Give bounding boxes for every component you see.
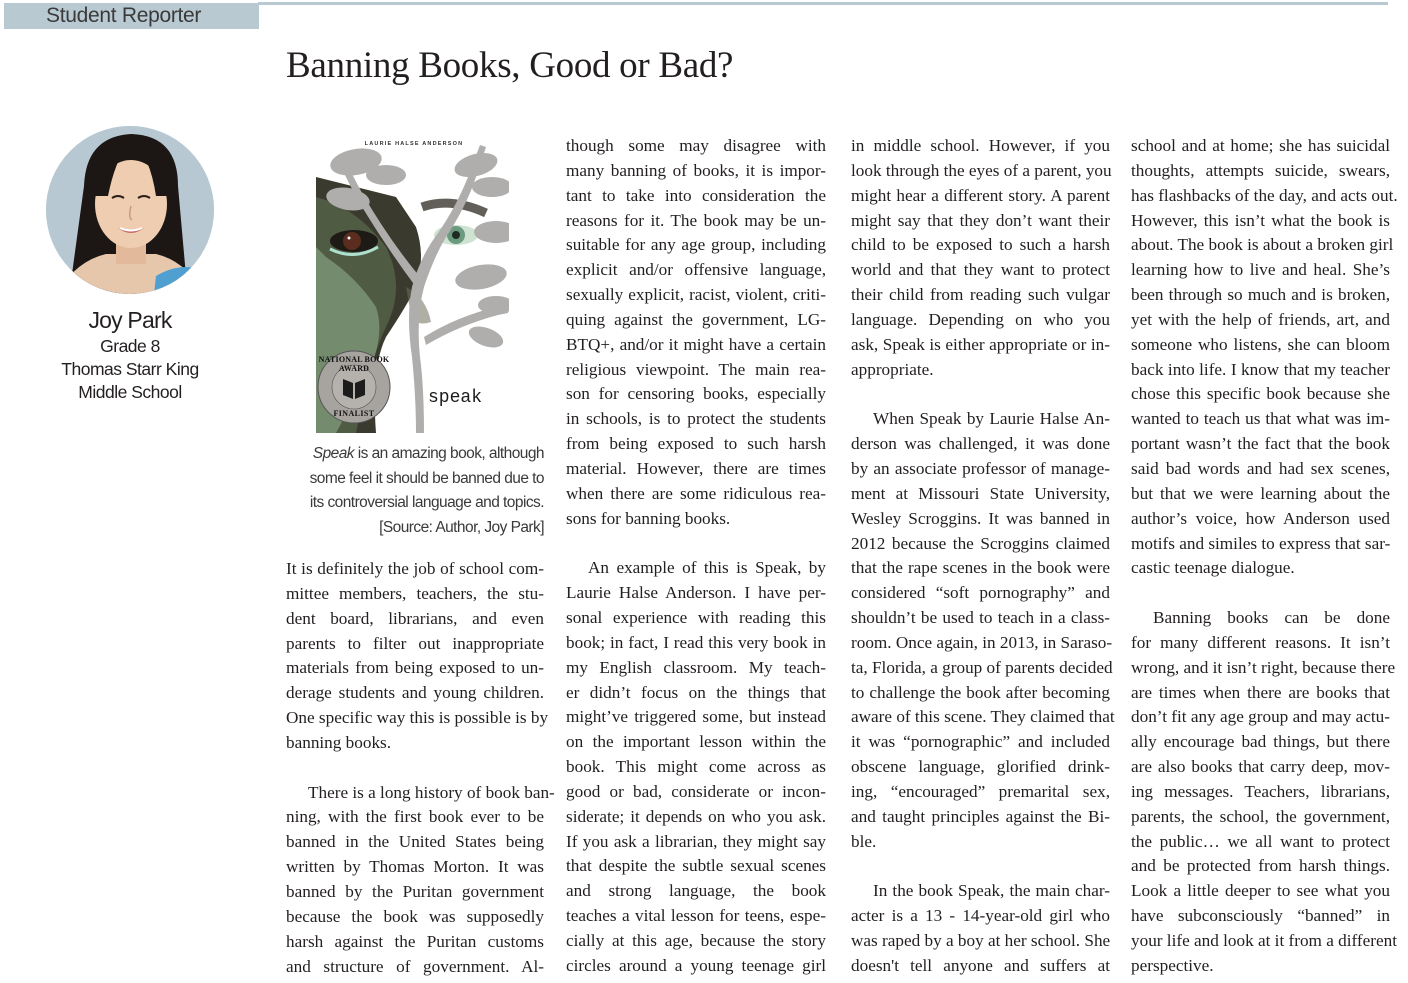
article-line: circles around a young teenage girl [566,955,826,975]
article-line: though some may disagree with [566,136,826,155]
article-line: might say that they don’t want their [851,210,1110,230]
article-line: mittee members, teachers, the stu- [286,583,544,603]
article-line: language. Depending on who you [851,309,1110,329]
article-line: acter is a 13 - 14-year-old girl who [851,906,1110,926]
article-line: from being exposed to such harsh [566,434,826,454]
caption-source: [Source: Author, Joy Park] [379,518,544,536]
article-line: their child from reading such vulgar [851,285,1110,305]
article-line: derson was challenged, it was done [851,434,1110,454]
article-line: doesn't tell anyone and suffers at [851,955,1110,975]
paragraph-gap [286,756,544,781]
article-line: don’t fit any age group and may actu- [1131,707,1390,727]
article-line: and strong language, the book [566,881,826,901]
article-line: wrong, and it isn’t right, because there [1131,657,1396,677]
article-line: Laurie Halse Anderson. I have per- [566,583,826,603]
article-line: it was “pornographic” and included [851,732,1110,752]
article-line: teaches a vital lesson for teens, espe- [566,906,826,926]
author-portrait-icon [46,126,214,294]
paragraph-gap [1131,581,1390,606]
article-line: written by Thomas Morton. It was [286,857,544,877]
article-paragraph [851,879,1110,978]
article-line: yet with the help of friends, art, and [1131,309,1390,329]
article-line: ask, Speak is either appropriate or in- [851,334,1110,354]
article-line: said bad words and had sex scenes, [1131,458,1390,478]
caption-line-3: its controversial language and topics. [309,494,544,511]
article-line: suitable for any age group, including [566,235,826,255]
article-line: your life and look at it from a different [1131,931,1398,950]
article-line: for many different reasons. It isn’t [1131,632,1390,652]
article-column-4 [1131,134,1398,979]
article-line: derage students and young children. [286,683,544,703]
cover-seal-bottom-text: FINALIST [333,409,375,418]
article-line: child to be exposed to such a harsh [851,235,1110,255]
article-line: portant wasn’t the fact that the book [1131,434,1390,454]
article-line: It is definitely the job of school com- [286,559,544,578]
article-line: that the rape scenes in the book were [851,558,1110,578]
article-line: reasons for it. The book may be un- [566,210,826,230]
award-seal-icon [316,337,392,433]
article-line: and taught principles against the Bi- [851,806,1110,826]
article-line: If you ask a librarian, they might say [566,831,826,851]
article-line: 2012 because the Scroggins claimed [851,533,1110,553]
article-line: was raped by a boy at her school. She [851,931,1111,950]
article-line: siderate; it depends on who you ask. [566,806,826,826]
header-rule [258,2,1388,5]
article-line: my English classroom. My teach- [566,657,826,677]
article-line: many banning of books, it is impor- [566,160,826,180]
headline: Banning Books, Good or Bad? [286,45,734,86]
article-paragraph [286,557,549,756]
article-line: cially at this age, because the story [566,931,826,950]
article-line: Wesley Scroggins. It was banned in [851,508,1110,528]
article-line: are also books that carry deep, mov- [1131,757,1390,777]
article-line: er didn’t focus on the things that [566,682,826,702]
article-line: learning how to live and heal. She’s [1131,260,1390,280]
article-paragraph [851,407,1115,854]
article-line: BTQ+, and/or it might have a certain [566,334,826,354]
book-cover-image [316,137,509,433]
article-line: been through so much and is broken, [1131,285,1390,305]
author-grade: Grade 8 [100,336,160,356]
article-line: banning books. [286,732,392,752]
author-info [30,305,230,404]
cover-author-text: LAURIE HALSE ANDERSON [364,141,464,147]
cover-seal-top-text: NATIONAL BOOK AWARD [318,355,390,373]
article-line: An example of this is Speak, by [588,558,826,578]
article-line: castic teenage dialogue. [1131,558,1295,578]
article-line: but that we were learning about the [1131,483,1390,503]
article-line: sons for banning books. [566,508,731,528]
article-line: There is a long history of book ban- [308,782,555,802]
article-line: motifs and similes to express that sar- [1131,533,1391,553]
article-line: to challenge the book after becoming [851,682,1110,702]
photo-caption [286,442,544,540]
article-line: good or bad, considerate or incon- [566,781,826,801]
article-line: parents, the school, the government, [1131,806,1390,826]
article-paragraph [566,134,826,532]
caption-line-2: some feel it should be banned due to [309,469,544,487]
article-line: are times when there are books that [1131,682,1390,702]
paragraph-gap [566,532,826,557]
article-line: ing, “encouraged” premarital sex, [851,781,1110,801]
article-line: However, this isn’t what the book is [1131,210,1390,230]
article-line: ing messages. Teachers, librarians, [1131,781,1390,801]
article-line: by an associate professor of manage- [851,458,1110,478]
article-line: when there are some ridiculous rea- [566,483,826,503]
article-line: back into life. I know that my teacher [1131,359,1390,379]
paragraph-gap [851,382,1110,407]
author-school-line1: Thomas Starr King [61,359,199,379]
article-line: dent board, librarians, and even [286,608,544,628]
article-line: parents to filter out inappropriate [286,633,544,653]
article-line: One specific way this is possible is by [286,708,549,728]
article-line: thoughts, attempts suicide, swears, [1131,160,1390,180]
article-line: that despite the subtle sexual scenes [566,856,826,876]
article-line: chose this specific book because she [1131,384,1390,404]
article-line: considered “soft pornography” and [851,583,1110,603]
article-line: Banning books can be done [1153,608,1390,628]
article-paragraph [851,134,1110,382]
article-line: might hear a different story. A parent [851,185,1110,205]
section-label-text: Student Reporter [46,4,202,27]
article-column-1 [286,557,555,979]
article-column-2 [566,134,826,979]
article-line: sonal experience with reading this [566,608,826,628]
article-line: ta, Florida, a group of parents decided [851,657,1113,677]
caption-book-title: Speak [312,445,354,462]
article-line: obscene language, glorified drink- [851,757,1110,777]
article-line: in schools, is to protect the students [566,409,826,429]
article-paragraph [286,781,555,980]
article-line: ble. [851,831,877,851]
article-line: tant to take into consideration the [566,185,826,205]
caption-line-1-text: is an amazing book, although [354,445,544,462]
article-line: When Speak by Laurie Halse An- [873,409,1110,429]
article-line: might’ve triggered some, but instead [566,707,826,727]
article-paragraph [566,556,826,978]
article-line: and be protected from harsh things. [1131,856,1390,876]
article-line: In the book Speak, the main char- [873,881,1110,901]
article-line: book; in fact, I read this very book in [566,632,826,652]
article-line: wanted to teach us that what was im- [1131,409,1390,429]
article-line: banned by the Puritan government [286,881,544,901]
article-line: ally encourage bad things, but there [1131,732,1390,752]
article-line: explicit and/or offensive language, [566,260,826,280]
article-line: in middle school. However, if you [851,136,1110,155]
article-line: materials from being exposed to un- [286,658,544,678]
article-line: have subconsciously “banned” in [1131,906,1390,926]
article-line: banned in the United States being [286,832,544,852]
article-paragraph [1131,134,1398,581]
article-line: because the book was supposedly [286,906,544,926]
article-line: shouldn’t be used to teach in a class- [851,608,1110,628]
article-line: aware of this scene. They claimed that [851,707,1115,727]
article-line: material. However, there are times [566,458,826,478]
article-line: harsh against the Puritan customs [286,931,544,951]
article-column-3 [851,134,1115,979]
article-line: author’s voice, how Anderson used [1131,508,1390,528]
article-line: ning, with the first book ever to be [286,807,544,827]
article-line: about. The book is about a broken girl [1131,235,1394,255]
author-school-line2: Middle School [78,382,182,402]
article-line: on the important lesson within the [566,732,826,752]
article-line: has flashbacks of the day, and acts out. [1131,185,1398,205]
paragraph-gap [851,854,1110,879]
article-line: and structure of government. Al- [286,956,544,976]
article-line: quing against the government, LG- [566,309,826,329]
article-line: school and at home; she has suicidal [1131,136,1390,155]
author-photo [46,126,214,294]
article-line: sexually explicit, racist, violent, criti- [566,285,826,305]
section-label [4,3,259,29]
caption-line-1 [286,442,544,467]
article-line: appropriate. [851,359,934,379]
article-paragraph [1131,606,1398,979]
article-line: son for censoring books, especially [566,384,826,404]
article-line: someone who listens, she can bloom [1131,334,1390,354]
article-line: Look a little deeper to see what you [1131,881,1390,901]
article-line: room. Once again, in 2013, in Saraso- [851,632,1113,652]
author-name: Joy Park [88,307,172,333]
article-line: look through the eyes of a parent, you [851,160,1112,180]
article-line: the public… we all want to protect [1131,831,1390,851]
article-line: religious viewpoint. The main rea- [566,359,826,379]
article-line: perspective. [1131,955,1214,975]
article-line: world and that they want to protect [851,260,1110,280]
article-line: book. This might come across as [566,757,826,777]
cover-title-text: speak [428,388,483,408]
article-line: ment at Missouri State University, [851,483,1110,503]
